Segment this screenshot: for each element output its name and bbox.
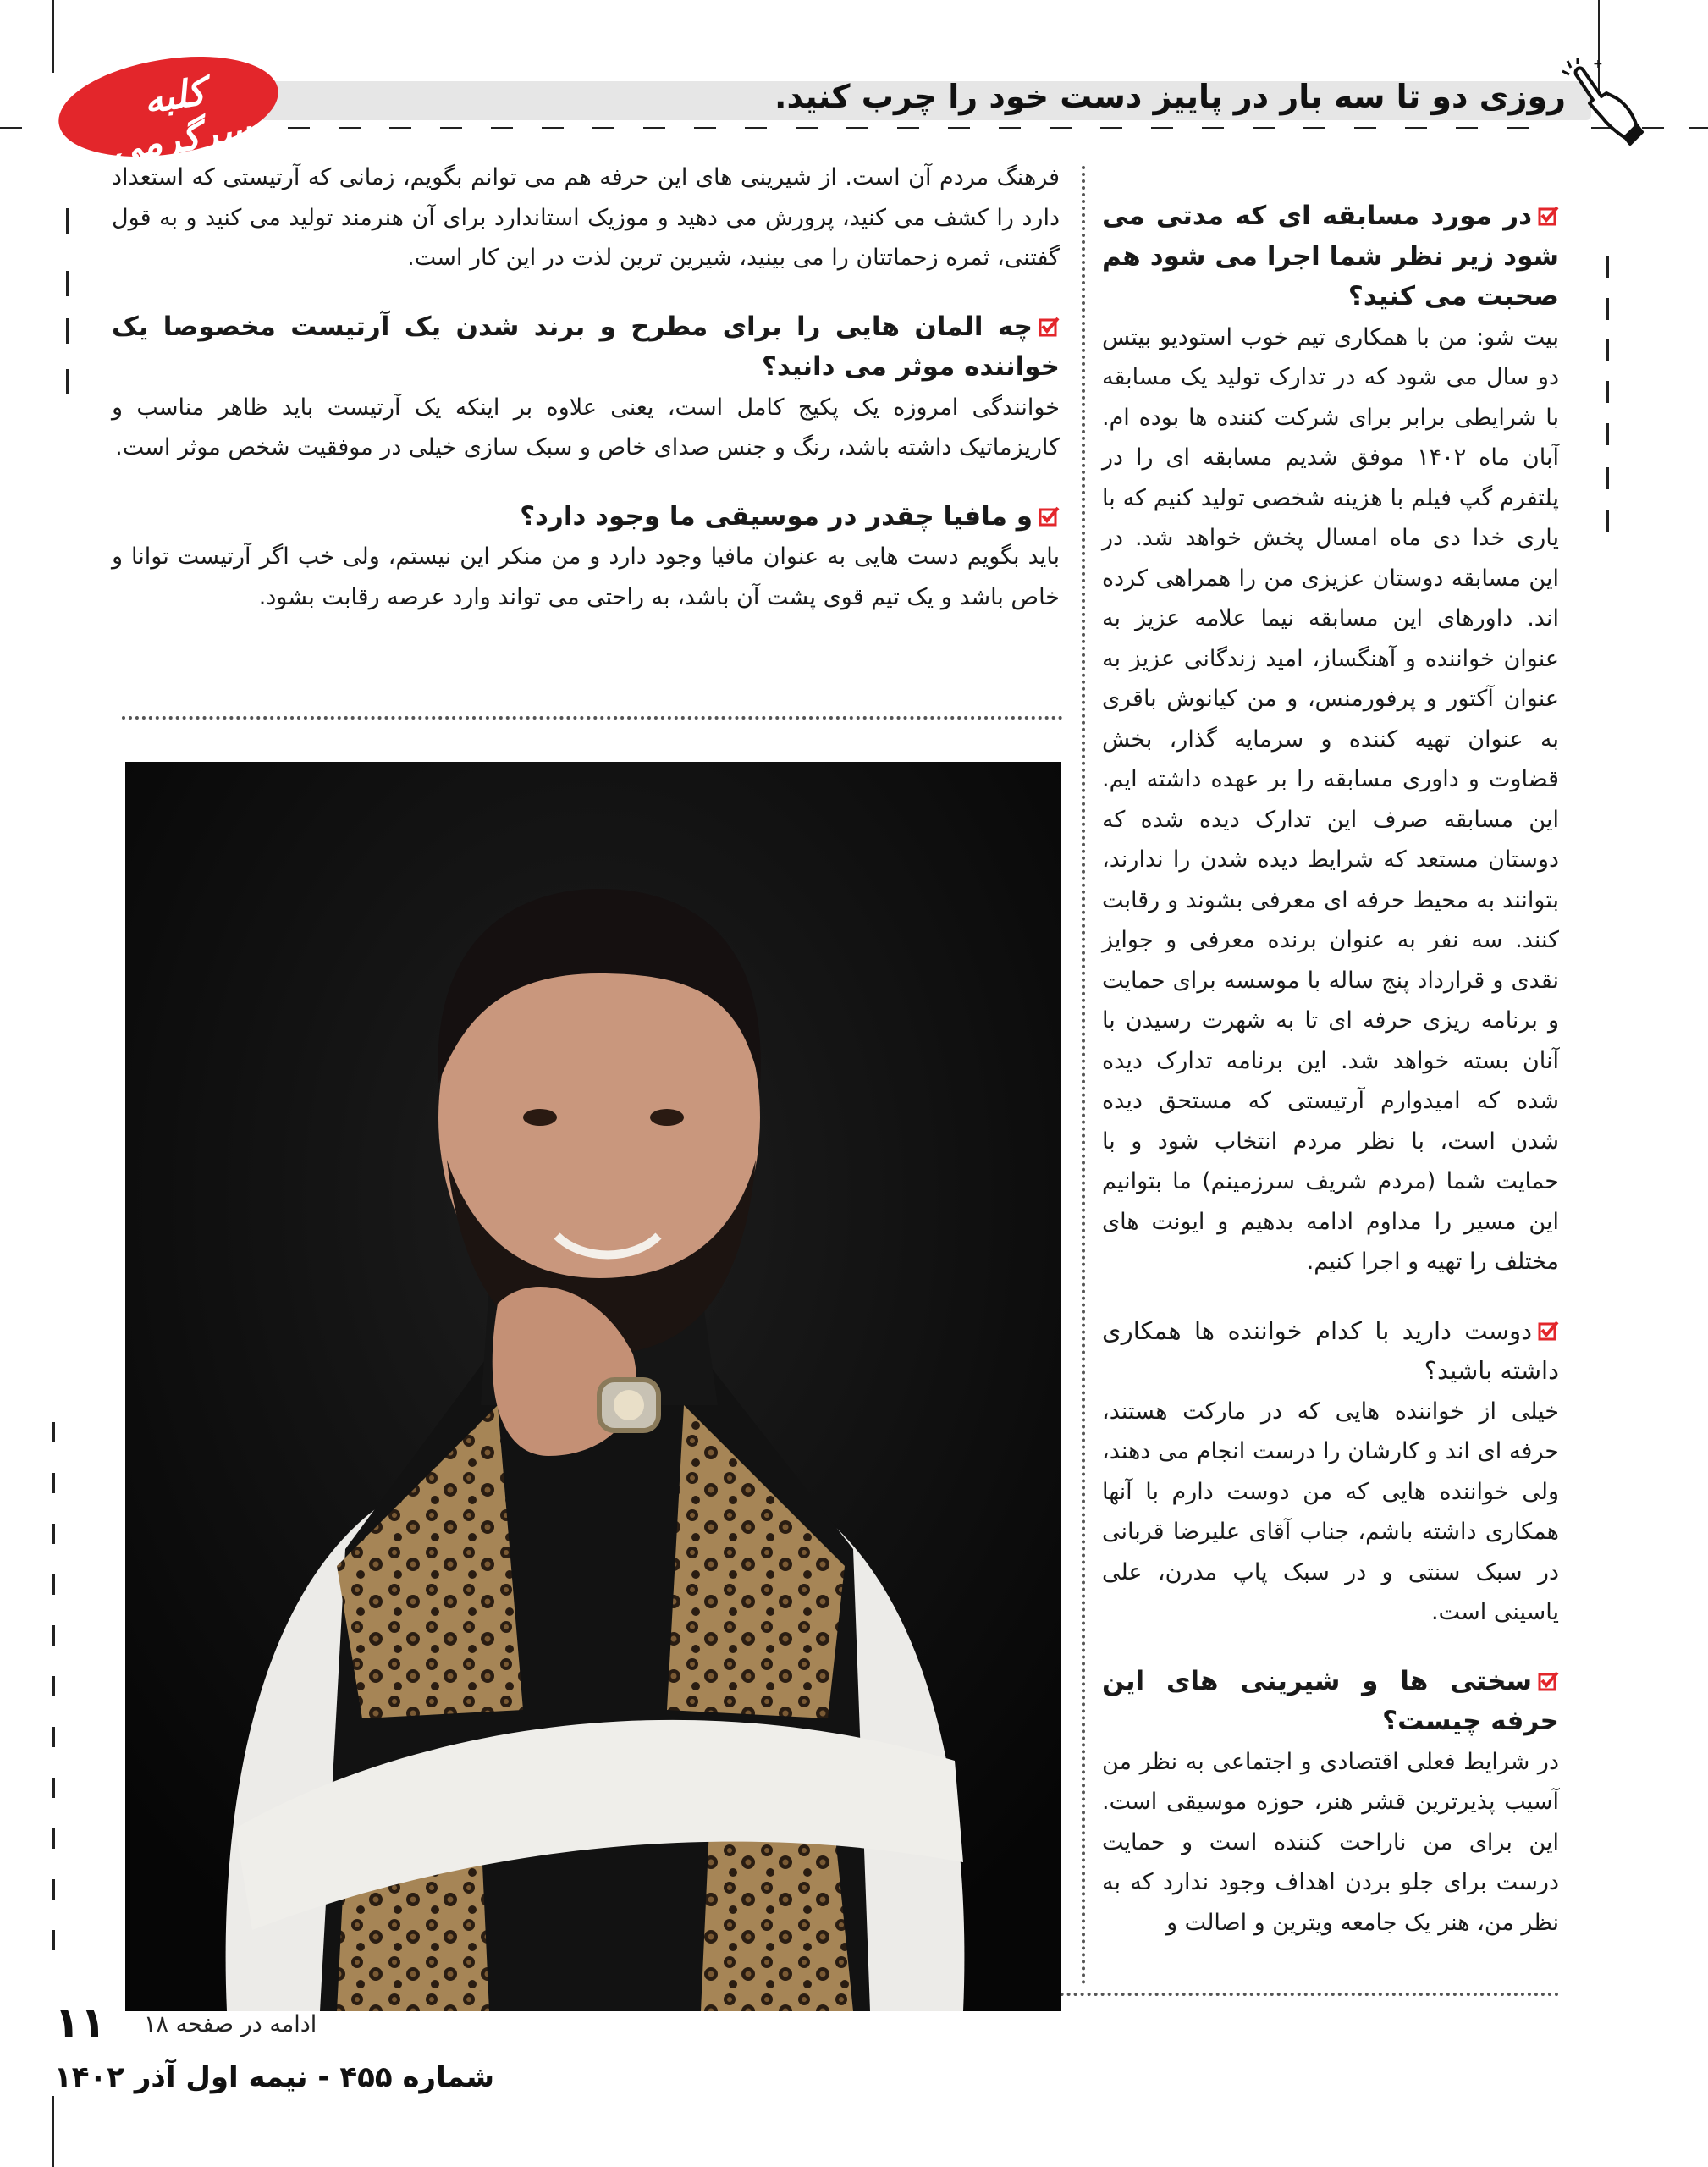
question-hardships: سختی ها و شیرینی های این حرفه چیست؟ [1102,1665,1559,1736]
section-divider [122,716,1063,720]
answer-hardships: در شرایط فعلی اقتصادی و اجتماعی به نظر من آسیب پذیرترین قشر هنر، حوزه موسیقی است. این برای من ناراحت کننده است و حمایت درست برای جلو بردن اهداف وجود ندارد که به نظر من، هنر یک جامعه ویترین و اصالت و [1102,1748,1559,1936]
answer-contest: بیت شو: من با همکاری تیم خوب استودیو بیتس دو سال می شود که در تدارک تولید یک مسابقه با شرایطی برابر برای شرکت کننده ها بوده ام. آبان ماه ۱۴۰۲ موفق شدیم مسابقه ای را در پلتفرم گپ فیلم با هزینه شخصی تولید کنیم که با یاری خدا دی ماه امسال پخش خواهد شد. در این مسابقه دوستان عزیزی من را همراهی کرده اند. داورهای این مسابقه نیما علامه عزیز به عنوان خواننده و آهنگساز، امید زندگانی عزیز به عنوان آکتور و پرفورمنس، و من کیانوش باقری به عنوان تهیه کننده و سرمایه گذار، بخش قضاوت و داوری مسابقه را بر عهده داشته ایم. این مسابقه صرف این تدارک دیده شده که دوستان مستعد که شرایط دیده شدن را ندارند، بتوانند به محیط حرفه ای معرفی بشوند و رقابت کنند. سه نفر به عنوان برنده معرفی و جوایز نقدی و قرارداد پنج ساله با موسسه برای حمایت و برنامه ریزی حرفه ای تا به شهرت رسیدن با آنان بسته خواهد شد. این برنامه تدارک دیده شده که امیدوارم آرتیستی که مستحق دیده شدن است، با نظر مردم انتخاب شود و با حمایت شما (مردم شریف سرزمینم) ما بتوانیم این مسیر را مداوم ادامه بدهیم و ایونت های مختلف را تهیه و اجرا کنیم. [1102,323,1559,1275]
answer-branding: خوانندگی امروزه یک پکیج کامل است، یعنی علاوه بر اینکه یک آرتیست باید ظاهر مناسب و کاریزماتیک داشته باشد، رنگ و جنس صدای خاص و سبک سازی خیلی در موفقیت شخص موثر است. [112,394,1060,460]
checkmark-icon [1537,205,1559,227]
page-number: ۱۱ [54,1998,107,2047]
checkmark-icon [1038,505,1060,527]
answer-collaboration: خیلی از خواننده هایی که در مارکت هستند، حرفه ای اند و کارشان را درست انجام می دهند، ولی خواننده هایی که من دوست دارم با آنها همکاری داشته باشم، جناب آقای علیرضا قربانی در سبک سنتی و در سبک پاپ مدرن، علی یاسینی است. [1102,1398,1559,1625]
answer-mafia: باید بگویم دست هایی به عنوان مافیا وجود دارد و من منکر این نیستم، ولی خب اگر آرتیست توانا و خاص باشد و یک تیم قوی پشت آن باشد، به راحتی می تواند وارد عرصه رقابت بشود. [112,543,1060,610]
question-mafia: و مافیا چقدر در موسیقی ما وجود دارد؟ [112,497,1060,538]
checkmark-icon [1537,1670,1559,1692]
checkmark-icon [1038,316,1060,338]
frame-line-left [52,0,54,73]
portrait-photo [125,762,1061,2011]
checkmark-icon [1537,1320,1559,1342]
column-divider [1082,166,1085,1986]
right-column [1102,196,1559,1943]
question-contest: در مورد مسابقه ای که مدتی می شود زیر نظر شما اجرا می شود هم صحبت می کنید؟ [1102,201,1559,312]
question-collaboration: دوست دارید با کدام خواننده ها همکاری داشته باشید؟ [1102,1315,1559,1385]
frame-line-left-bottom [52,2096,54,2167]
svg-text:+: + [1593,58,1603,71]
issue-info: شماره ۴۵۵ - نیمه اول آذر ۱۴۰۲ [54,2060,495,2094]
pointing-hand-icon [1552,56,1645,149]
brand-logo-text: کلبه سرگرمی [107,69,255,172]
question-branding: چه المان هایی را برای مطرح و برند شدن یک آرتیست مخصوصا یک خواننده موثر می دانید؟ [112,311,1060,382]
portrait-illustration [125,762,1061,2011]
left-column [112,157,1060,617]
continued-note: ادامه در صفحه ۱۸ [144,2011,317,2037]
answer-sweetness: فرهنگ مردم آن است. از شیرینی های این حرفه هم می توانم بگویم، زمانی که آرتیستی که استعداد دارد را کشف می کنید، پرورش می دهید و موزیک استاندارد برای آن هنرمند تولید می کنید و به قول گفتنی، ثمره زحماتتان را می بینید، شیرین ترین لذت در این کار است. [112,164,1060,271]
header-headline: روزی دو تا سه بار در پاییز دست خود را چرب کنید. [774,78,1566,115]
